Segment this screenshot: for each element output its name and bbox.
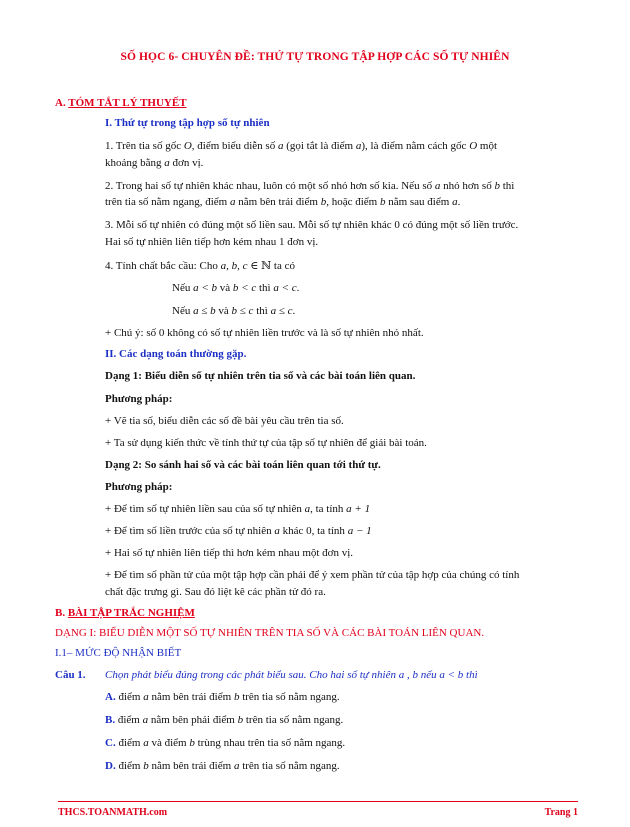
section-a-title: TÓM TẮT LÝ THUYẾT — [68, 97, 187, 109]
subsection-2-heading: II. Các dạng toán thường gặp. — [105, 348, 247, 360]
paragraph-1-line-2: khoảng bằng a đơn vị. — [105, 157, 204, 169]
method-1-step-2: + Ta sử dụng kiến thức về tính thứ tự của tập số tự nhiên để giải bài toán. — [105, 437, 427, 449]
note: + Chú ý: số 0 không có số tự nhiên liền trước và là số tự nhiên nhỏ nhất. — [105, 327, 424, 339]
method-2-heading: Phương pháp: — [105, 481, 173, 493]
paragraph-3-line-2: Hai số tự nhiên liên tiếp hơn kém nhau 1 đơn vị. — [105, 236, 319, 248]
footer-page-number: Trang 1 — [544, 807, 578, 818]
type-1-heading: Dạng 1: Biểu diễn số tự nhiên trên tia số và các bài toán liên quan. — [105, 370, 416, 382]
option-a[interactable]: A. điểm a nằm bên trái điểm b trên tia số nằm ngang. — [105, 691, 340, 703]
difficulty-level: I.1– MỨC ĐỘ NHẬN BIẾT — [55, 647, 182, 659]
paragraph-3-line-1: 3. Mỗi số tự nhiên có đúng một số liền sau. Mỗi số tự nhiên khác 0 có đúng một số liền trước. — [105, 219, 519, 231]
method-2-step-4-line-1: + Để tìm số phần tử của một tập hợp cần phải để ý xem phần tử của tập hợp của chúng có tính — [105, 569, 520, 581]
method-1-heading: Phương pháp: — [105, 393, 173, 405]
option-c[interactable]: C. điểm a và điểm b trùng nhau trên tia số nằm ngang. — [105, 737, 346, 749]
question-1-text: Chọn phát biểu đúng trong các phát biểu sau. Cho hai số tự nhiên a , b nếu a < b thì — [105, 669, 478, 681]
paragraph-4: 4. Tính chất bắc cầu: Cho a, b, c ∈ ℕ ta có — [105, 260, 295, 272]
option-d[interactable]: D. điểm b nằm bên trái điểm a trên tia số nằm ngang. — [105, 760, 340, 772]
section-b-title: BÀI TẬP TRẮC NGHIỆM — [67, 607, 195, 619]
transitive-rule-strict: Nếu a < b và b < c thì a < c. — [172, 282, 300, 294]
method-2-step-4-line-2: chất đặc trưng gì. Sau đó liệt kê các phần tử đó ra. — [105, 586, 326, 598]
problem-type-heading: DẠNG I: BIỂU DIỄN MỘT SỐ TỰ NHIÊN TRÊN TIA SỐ VÀ CÁC BÀI TOÁN LIÊN QUAN. — [55, 627, 485, 639]
footer-site-link[interactable]: THCS.TOANMATH.com — [58, 807, 168, 818]
option-b[interactable]: B. điểm a nằm bên phải điểm b trên tia số nằm ngang. — [105, 714, 344, 726]
type-2-heading: Dạng 2: So sánh hai số và các bài toán liên quan tới thứ tự. — [105, 459, 381, 471]
method-1-step-1: + Vẽ tia số, biểu diễn các số đề bài yêu cầu trên tia số. — [105, 415, 344, 427]
section-a-prefix: A. — [55, 97, 69, 109]
subsection-1-heading: I. Thứ tự trong tập hợp số tự nhiên — [105, 117, 270, 129]
method-2-step-2: + Để tìm số liền trước của số tự nhiên a khác 0, ta tính a − 1 — [105, 525, 372, 537]
document-title: SỐ HỌC 6- CHUYÊN ĐỀ: THỨ TỰ TRONG TẬP HỢP CÁC SỐ TỰ NHIÊN — [120, 51, 510, 63]
section-b-heading — [55, 607, 195, 619]
paragraph-1-line-1: 1. Trên tia số gốc O, điểm biểu diễn số a (gọi tắt là điểm a), là điểm nằm cách gốc O một — [105, 140, 498, 152]
paragraph-2-line-1: 2. Trong hai số tự nhiên khác nhau, luôn có một số nhỏ hơn số kia. Nếu số a nhỏ hơn số b thì — [105, 180, 515, 192]
section-b-prefix: B. — [55, 607, 68, 619]
method-2-step-1: + Để tìm số tự nhiên liền sau của số tự nhiên a, ta tính a + 1 — [105, 503, 371, 515]
paragraph-2-line-2: trên tia số nằm ngang, điểm a nằm bên trái điểm b, hoặc điểm b nằm sau điểm a. — [105, 196, 461, 208]
method-2-step-3: + Hai số tự nhiên liên tiếp thì hơn kém nhau một đơn vị. — [105, 547, 354, 559]
section-a-heading — [55, 97, 187, 109]
question-1-label: Câu 1. — [55, 669, 86, 681]
transitive-rule-nonstrict: Nếu a ≤ b và b ≤ c thì a ≤ c. — [172, 305, 296, 317]
footer-divider — [58, 801, 578, 802]
